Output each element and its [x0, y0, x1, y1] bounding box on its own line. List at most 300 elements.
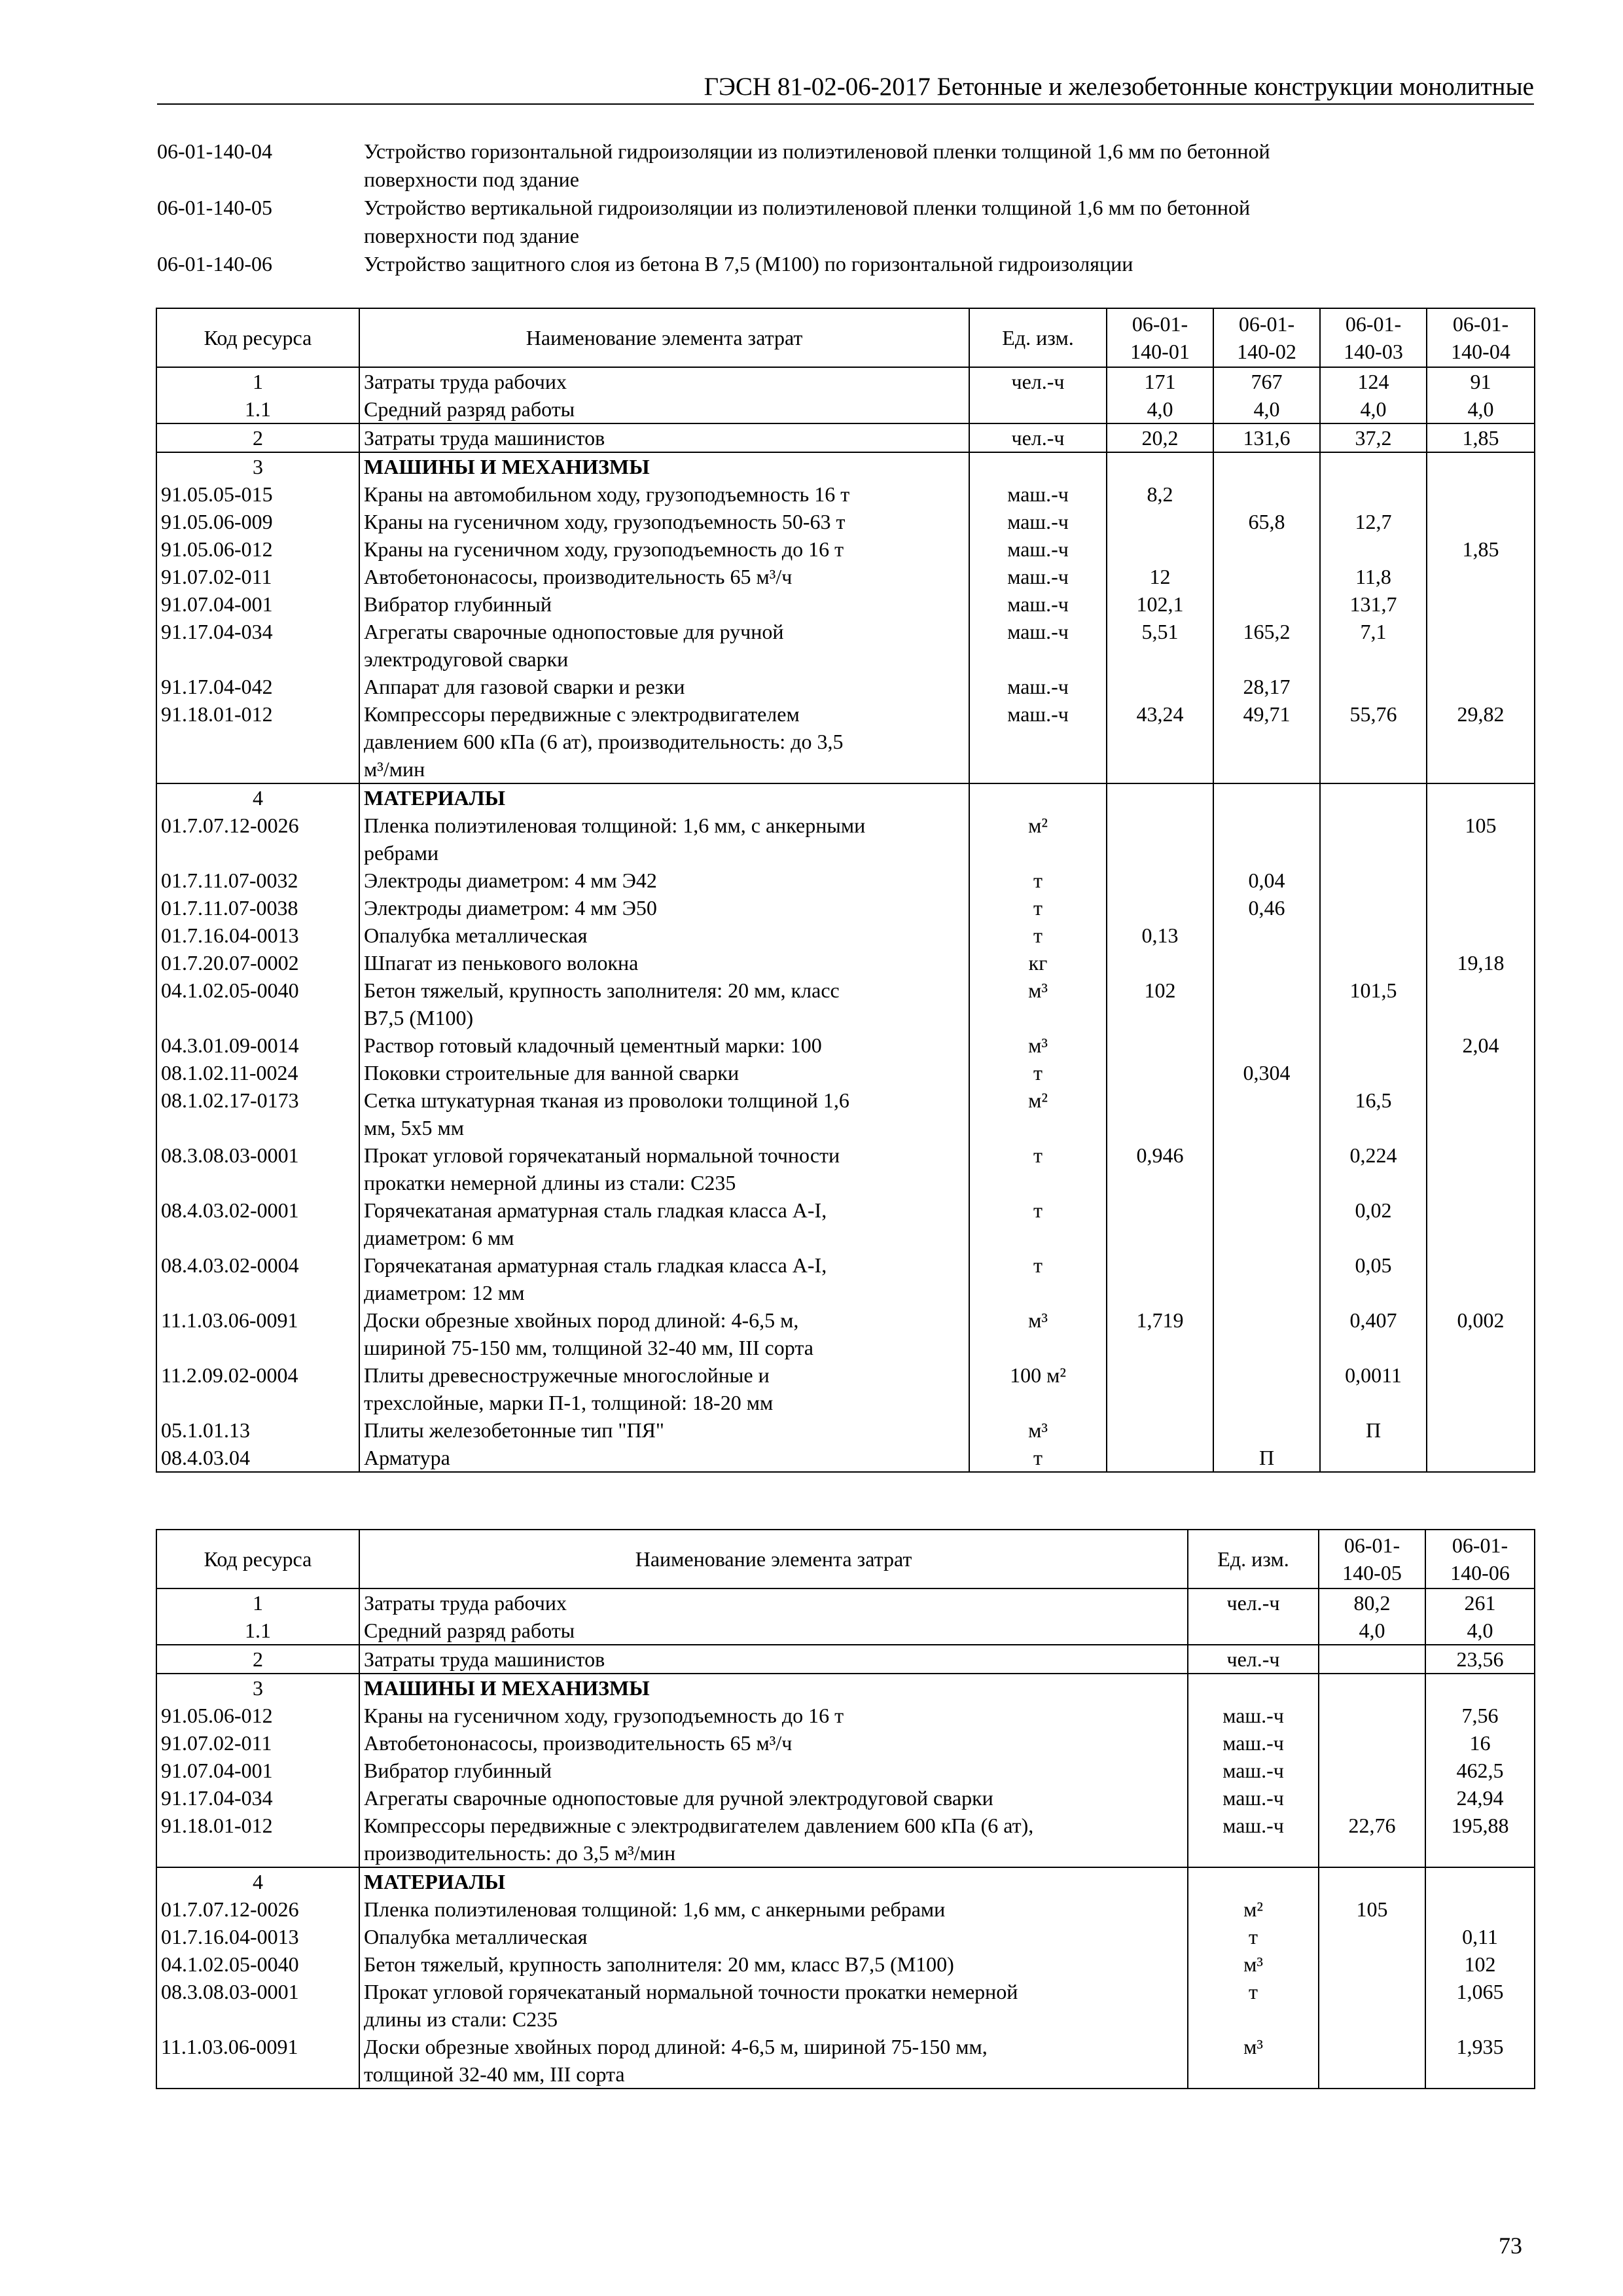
resource-value: 1,065	[1425, 1978, 1535, 2005]
resource-value	[1427, 673, 1535, 700]
resource-value	[1427, 1086, 1535, 1114]
intro-code: 06-01-140-06	[157, 252, 272, 276]
resource-value	[1319, 2005, 1425, 2033]
table-row	[156, 2060, 1535, 2089]
resource-unit: кг	[969, 949, 1107, 977]
resource-value: 105	[1427, 812, 1535, 839]
resource-value	[1213, 1169, 1320, 1196]
resource-value	[1107, 728, 1213, 755]
resource-value	[1320, 839, 1427, 867]
resource-value: 80,2	[1319, 1588, 1425, 1617]
resource-name: электродуговой сварки	[359, 645, 969, 673]
resource-code	[156, 728, 359, 755]
resource-value	[1320, 1114, 1427, 1141]
resource-value	[1213, 977, 1320, 1004]
resource-value	[1213, 1389, 1320, 1416]
resource-value: 20,2	[1107, 423, 1213, 452]
resource-unit: маш.-ч	[969, 480, 1107, 508]
resource-value	[1107, 1361, 1213, 1389]
page-header-title: ГЭСН 81-02-06-2017 Бетонные и железобетонные конструкции монолитные	[704, 73, 1534, 101]
resource-code: 91.17.04-042	[156, 673, 359, 700]
resource-value: 4,0	[1320, 395, 1427, 423]
resource-name: Опалубка металлическая	[359, 922, 969, 949]
resource-value	[1320, 535, 1427, 563]
table-row	[156, 728, 1535, 755]
resource-value	[1427, 1141, 1535, 1169]
resource-value: 102,1	[1107, 590, 1213, 618]
resource-value	[1213, 949, 1320, 977]
resource-unit: маш.-ч	[1188, 1784, 1319, 1812]
resource-value	[1107, 1004, 1213, 1031]
table-row	[156, 1839, 1535, 1867]
table-row	[156, 423, 1535, 452]
resource-value: 4,0	[1213, 395, 1320, 423]
resource-name: длины из стали: С235	[359, 2005, 1188, 2033]
resource-name: Краны на гусеничном ходу, грузоподъемность до 16 т	[359, 535, 969, 563]
resource-code: 04.3.01.09-0014	[156, 1031, 359, 1059]
resource-unit: м²	[1188, 1895, 1319, 1923]
resource-value: 65,8	[1213, 508, 1320, 535]
table-row	[156, 395, 1535, 423]
resource-value	[1425, 1895, 1535, 1923]
resource-value	[1320, 1224, 1427, 1251]
header-unit: Ед. изм.	[969, 308, 1107, 367]
resource-unit: м²	[969, 1086, 1107, 1114]
resource-value	[1213, 563, 1320, 590]
resource-name: диаметром: 12 мм	[359, 1279, 969, 1306]
table-row	[156, 1141, 1535, 1169]
table-row	[156, 1588, 1535, 1617]
resource-value: 1,85	[1427, 423, 1535, 452]
resource-value: 105	[1319, 1895, 1425, 1923]
resource-value	[1107, 1279, 1213, 1306]
resource-value: 2,04	[1427, 1031, 1535, 1059]
resource-value	[1107, 1251, 1213, 1279]
intro-name: Устройство горизонтальной гидроизоляции из полиэтиленовой пленки толщиной 1,6 мм по бетонной	[364, 139, 1270, 163]
page-header	[157, 71, 1534, 105]
resource-value: 4,0	[1319, 1617, 1425, 1645]
resource-unit	[1188, 2060, 1319, 2089]
resource-name: толщиной 32-40 мм, III сорта	[359, 2060, 1188, 2089]
resource-value	[1427, 867, 1535, 894]
resource-unit: маш.-ч	[969, 700, 1107, 728]
resource-unit: чел.-ч	[969, 423, 1107, 452]
resource-code: 1.1	[156, 395, 359, 423]
resource-code: 91.05.05-015	[156, 480, 359, 508]
resource-value	[1319, 2060, 1425, 2089]
resource-value	[1213, 645, 1320, 673]
resource-unit: м³	[1188, 1950, 1319, 1978]
resource-code: 01.7.07.12-0026	[156, 1895, 359, 1923]
table-row	[156, 1086, 1535, 1114]
resource-value: 55,76	[1320, 700, 1427, 728]
resource-value: 261	[1425, 1588, 1535, 1617]
resource-code: 4	[156, 1867, 359, 1895]
intro-item	[157, 166, 1466, 194]
resource-value: 22,76	[1319, 1812, 1425, 1839]
intro-code: 06-01-140-04	[157, 139, 272, 163]
resource-unit	[969, 452, 1107, 480]
table-row	[156, 1784, 1535, 1812]
resource-value	[1427, 645, 1535, 673]
resource-value: 1,719	[1107, 1306, 1213, 1334]
resource-value: 0,05	[1320, 1251, 1427, 1279]
resource-code: 91.07.02-011	[156, 1729, 359, 1757]
header-norm-code: 06-01- 140-04	[1427, 308, 1535, 367]
resource-code: 1	[156, 1588, 359, 1617]
resource-value	[1107, 508, 1213, 535]
resource-name: Краны на автомобильном ходу, грузоподъемность 16 т	[359, 480, 969, 508]
resource-unit: м²	[969, 812, 1107, 839]
resource-value	[1319, 1839, 1425, 1867]
resource-value: 91	[1427, 367, 1535, 395]
resource-unit	[969, 1389, 1107, 1416]
resource-unit: чел.-ч	[969, 367, 1107, 395]
resource-code: 91.05.06-009	[156, 508, 359, 535]
table-row	[156, 1674, 1535, 1702]
intro-item	[157, 222, 1466, 250]
resource-value	[1213, 1224, 1320, 1251]
resource-value	[1213, 1251, 1320, 1279]
table-row	[156, 1867, 1535, 1895]
resource-unit: маш.-ч	[969, 590, 1107, 618]
resource-value: 12	[1107, 563, 1213, 590]
resource-code: 08.4.03.02-0001	[156, 1196, 359, 1224]
resource-name: Сетка штукатурная тканая из проволоки толщиной 1,6	[359, 1086, 969, 1114]
resource-value	[1107, 645, 1213, 673]
resource-value	[1107, 1031, 1213, 1059]
resource-code: 01.7.11.07-0038	[156, 894, 359, 922]
resource-code: 08.3.08.03-0001	[156, 1141, 359, 1169]
resource-value	[1319, 1784, 1425, 1812]
resource-value: 767	[1213, 367, 1320, 395]
resource-unit: маш.-ч	[969, 508, 1107, 535]
resource-value	[1427, 480, 1535, 508]
resource-name: Агрегаты сварочные однопостовые для ручной электродуговой сварки	[359, 1784, 1188, 1812]
resource-value	[1213, 783, 1320, 812]
resource-value	[1213, 1114, 1320, 1141]
resource-value	[1213, 452, 1320, 480]
resource-value	[1320, 922, 1427, 949]
resource-unit	[969, 645, 1107, 673]
resource-unit	[1188, 1617, 1319, 1645]
resource-value	[1427, 1279, 1535, 1306]
resource-value	[1107, 755, 1213, 783]
header-norm-code: 06-01- 140-05	[1319, 1530, 1425, 1588]
resource-value: 29,82	[1427, 700, 1535, 728]
resource-code: 91.18.01-012	[156, 700, 359, 728]
table-row	[156, 618, 1535, 645]
table-row	[156, 1334, 1535, 1361]
resource-value	[1319, 1757, 1425, 1784]
resource-value	[1320, 1059, 1427, 1086]
resource-unit: т	[969, 867, 1107, 894]
resource-table-2	[156, 1529, 1535, 2089]
resource-name: Доски обрезные хвойных пород длиной: 4-6,5 м,	[359, 1306, 969, 1334]
table-row	[156, 1169, 1535, 1196]
resource-code: 91.05.06-012	[156, 1702, 359, 1729]
resource-value: 131,7	[1320, 590, 1427, 618]
page-number: 73	[1499, 2233, 1522, 2259]
resource-value: 101,5	[1320, 977, 1427, 1004]
resource-code	[156, 1839, 359, 1867]
resource-code: 08.4.03.02-0004	[156, 1251, 359, 1279]
resource-unit: чел.-ч	[1188, 1588, 1319, 1617]
resource-value	[1320, 783, 1427, 812]
resource-value	[1107, 1086, 1213, 1114]
resource-value: 0,02	[1320, 1196, 1427, 1224]
resource-code: 08.4.03.04	[156, 1444, 359, 1472]
resource-unit: м³	[969, 1306, 1107, 1334]
resource-value	[1107, 1169, 1213, 1196]
table-row	[156, 949, 1535, 977]
resource-value: 0,946	[1107, 1141, 1213, 1169]
resource-value: 0,224	[1320, 1141, 1427, 1169]
resource-code	[156, 1334, 359, 1361]
resource-value: 102	[1107, 977, 1213, 1004]
resource-unit: маш.-ч	[1188, 1702, 1319, 1729]
resource-value	[1320, 452, 1427, 480]
resource-value: 0,002	[1427, 1306, 1535, 1334]
table-row	[156, 867, 1535, 894]
table-row	[156, 452, 1535, 480]
resource-name: Вибратор глубинный	[359, 1757, 1188, 1784]
table-row	[156, 645, 1535, 673]
table-row	[156, 1757, 1535, 1784]
table-row	[156, 1978, 1535, 2005]
resource-value	[1427, 1196, 1535, 1224]
resource-value	[1319, 1729, 1425, 1757]
table-row	[156, 1279, 1535, 1306]
resource-value	[1320, 645, 1427, 673]
table-row	[156, 1031, 1535, 1059]
resource-unit	[969, 728, 1107, 755]
intro-code: 06-01-140-05	[157, 196, 272, 219]
table-row	[156, 1950, 1535, 1978]
table-row	[156, 1196, 1535, 1224]
resource-code: 91.07.04-001	[156, 590, 359, 618]
resource-unit: маш.-ч	[969, 618, 1107, 645]
resource-code: 11.1.03.06-0091	[156, 2033, 359, 2060]
resource-unit: м³	[969, 977, 1107, 1004]
resource-value	[1427, 1334, 1535, 1361]
resource-name: трехслойные, марки П-1, толщиной: 18-20 мм	[359, 1389, 969, 1416]
intro-code	[157, 166, 364, 194]
resource-name: ребрами	[359, 839, 969, 867]
resource-unit: маш.-ч	[1188, 1757, 1319, 1784]
intro-item	[157, 250, 1466, 278]
resource-value	[1427, 452, 1535, 480]
resource-value	[1213, 1279, 1320, 1306]
resource-value: 7,56	[1425, 1702, 1535, 1729]
resource-code: 01.7.11.07-0032	[156, 867, 359, 894]
resource-value: 0,04	[1213, 867, 1320, 894]
resource-code	[156, 839, 359, 867]
resource-code: 4	[156, 783, 359, 812]
table-row	[156, 1251, 1535, 1279]
resource-name: Автобетононасосы, производительность 65 м³/ч	[359, 563, 969, 590]
table-header	[156, 308, 1535, 367]
resource-unit: м³	[969, 1031, 1107, 1059]
resource-unit	[969, 755, 1107, 783]
resource-value	[1107, 452, 1213, 480]
resource-name: Средний разряд работы	[359, 1617, 1188, 1645]
resource-name: Пленка полиэтиленовая толщиной: 1,6 мм, с анкерными ребрами	[359, 1895, 1188, 1923]
resource-name: Компрессоры передвижные с электродвигателем давлением 600 кПа (6 ат),	[359, 1812, 1188, 1839]
resource-code	[156, 1389, 359, 1416]
resource-value	[1427, 977, 1535, 1004]
table-row	[156, 590, 1535, 618]
resource-value	[1319, 1674, 1425, 1702]
resource-value	[1320, 755, 1427, 783]
table-row	[156, 2005, 1535, 2033]
resource-code: 08.1.02.11-0024	[156, 1059, 359, 1086]
resource-name: МАШИНЫ И МЕХАНИЗМЫ	[359, 1674, 1188, 1702]
resource-name: Вибратор глубинный	[359, 590, 969, 618]
resource-code: 01.7.20.07-0002	[156, 949, 359, 977]
resource-code: 91.07.02-011	[156, 563, 359, 590]
resource-value	[1213, 922, 1320, 949]
resource-unit	[969, 839, 1107, 867]
resource-value: 11,8	[1320, 563, 1427, 590]
resource-value: 1,935	[1425, 2033, 1535, 2060]
table-row	[156, 673, 1535, 700]
header-code: Код ресурса	[156, 308, 359, 367]
resource-name: Затраты труда машинистов	[359, 1645, 1188, 1674]
resource-name: Средний разряд работы	[359, 395, 969, 423]
resource-value	[1107, 949, 1213, 977]
resource-name: Горячекатаная арматурная сталь гладкая класса А-I,	[359, 1196, 969, 1224]
resource-value: 43,24	[1107, 700, 1213, 728]
resource-value	[1319, 1702, 1425, 1729]
resource-code	[156, 755, 359, 783]
resource-value	[1319, 1978, 1425, 2005]
resource-value	[1425, 1674, 1535, 1702]
resource-value	[1319, 2033, 1425, 2060]
resource-value: 8,2	[1107, 480, 1213, 508]
resource-value: 4,0	[1425, 1617, 1535, 1645]
resource-code: 1	[156, 367, 359, 395]
table-row	[156, 1059, 1535, 1086]
table-row	[156, 977, 1535, 1004]
resource-value	[1427, 1059, 1535, 1086]
resource-value: 23,56	[1425, 1645, 1535, 1674]
resource-unit: м³	[1188, 2033, 1319, 2060]
resource-name: Аппарат для газовой сварки и резки	[359, 673, 969, 700]
resource-value	[1213, 1196, 1320, 1224]
resource-name: Плиты железобетонные тип "ПЯ"	[359, 1416, 969, 1444]
resource-value	[1213, 1416, 1320, 1444]
resource-value	[1213, 1086, 1320, 1114]
resource-name: Бетон тяжелый, крупность заполнителя: 20 мм, класс В7,5 (М100)	[359, 1950, 1188, 1978]
header-unit: Ед. изм.	[1188, 1530, 1319, 1588]
resource-unit: маш.-ч	[969, 535, 1107, 563]
resource-name: Электроды диаметром: 4 мм Э42	[359, 867, 969, 894]
resource-name: Доски обрезные хвойных пород длиной: 4-6,5 м, шириной 75-150 мм,	[359, 2033, 1188, 2060]
resource-value	[1107, 1334, 1213, 1361]
resource-value	[1107, 1059, 1213, 1086]
resource-value: 0,11	[1425, 1923, 1535, 1950]
table-row	[156, 2033, 1535, 2060]
resource-code	[156, 1114, 359, 1141]
header-norm-code: 06-01- 140-02	[1213, 308, 1320, 367]
resource-value: 28,17	[1213, 673, 1320, 700]
resource-unit: т	[969, 922, 1107, 949]
resource-name: мм, 5х5 мм	[359, 1114, 969, 1141]
resource-value	[1213, 480, 1320, 508]
resource-value	[1213, 812, 1320, 839]
table-row	[156, 1645, 1535, 1674]
resource-unit	[1188, 1674, 1319, 1702]
resource-value	[1320, 673, 1427, 700]
resource-code: 91.17.04-034	[156, 618, 359, 645]
header-name: Наименование элемента затрат	[359, 308, 969, 367]
intro-name: Устройство защитного слоя из бетона В 7,5 (М100) по горизонтальной гидроизоляции	[364, 252, 1133, 276]
resource-value	[1107, 673, 1213, 700]
resource-name: МАШИНЫ И МЕХАНИЗМЫ	[359, 452, 969, 480]
resource-value	[1213, 728, 1320, 755]
resource-value	[1319, 1867, 1425, 1895]
resource-value	[1320, 1169, 1427, 1196]
resource-value	[1319, 1645, 1425, 1674]
resource-value	[1320, 894, 1427, 922]
resource-value: П	[1213, 1444, 1320, 1472]
resource-name: Электроды диаметром: 4 мм Э50	[359, 894, 969, 922]
resource-value	[1319, 1923, 1425, 1950]
resource-value	[1320, 728, 1427, 755]
resource-value	[1320, 1389, 1427, 1416]
resource-value	[1320, 1031, 1427, 1059]
table-row	[156, 1004, 1535, 1031]
resource-name: Затраты труда рабочих	[359, 1588, 1188, 1617]
resource-value: 12,7	[1320, 508, 1427, 535]
table-header	[156, 1530, 1535, 1588]
resource-unit	[1188, 1839, 1319, 1867]
header-name: Наименование элемента затрат	[359, 1530, 1188, 1588]
table-row	[156, 1306, 1535, 1334]
resource-name: Шпагат из пенькового волокна	[359, 949, 969, 977]
resource-unit	[1188, 1867, 1319, 1895]
resource-code: 2	[156, 423, 359, 452]
resource-unit	[969, 1169, 1107, 1196]
resource-value	[1213, 1141, 1320, 1169]
resource-value: 37,2	[1320, 423, 1427, 452]
resource-value: 102	[1425, 1950, 1535, 1978]
resource-unit: т	[969, 894, 1107, 922]
resource-value	[1320, 867, 1427, 894]
resource-value	[1427, 1416, 1535, 1444]
resource-unit: маш.-ч	[1188, 1812, 1319, 1839]
resource-name: В7,5 (М100)	[359, 1004, 969, 1031]
resource-unit: т	[969, 1059, 1107, 1086]
table-row	[156, 1416, 1535, 1444]
resource-code: 11.2.09.02-0004	[156, 1361, 359, 1389]
resource-name: Горячекатаная арматурная сталь гладкая класса А-I,	[359, 1251, 969, 1279]
intro-code	[157, 222, 364, 250]
resource-unit: 100 м²	[969, 1361, 1107, 1389]
resource-value	[1425, 1867, 1535, 1895]
resource-value	[1213, 1004, 1320, 1031]
resource-code: 01.7.16.04-0013	[156, 1923, 359, 1950]
resource-value	[1213, 590, 1320, 618]
table-row	[156, 367, 1535, 395]
resource-unit: т	[969, 1251, 1107, 1279]
resource-value	[1107, 812, 1213, 839]
resource-code: 91.07.04-001	[156, 1757, 359, 1784]
resource-value	[1425, 2005, 1535, 2033]
table-row	[156, 1923, 1535, 1950]
resource-unit	[969, 1279, 1107, 1306]
